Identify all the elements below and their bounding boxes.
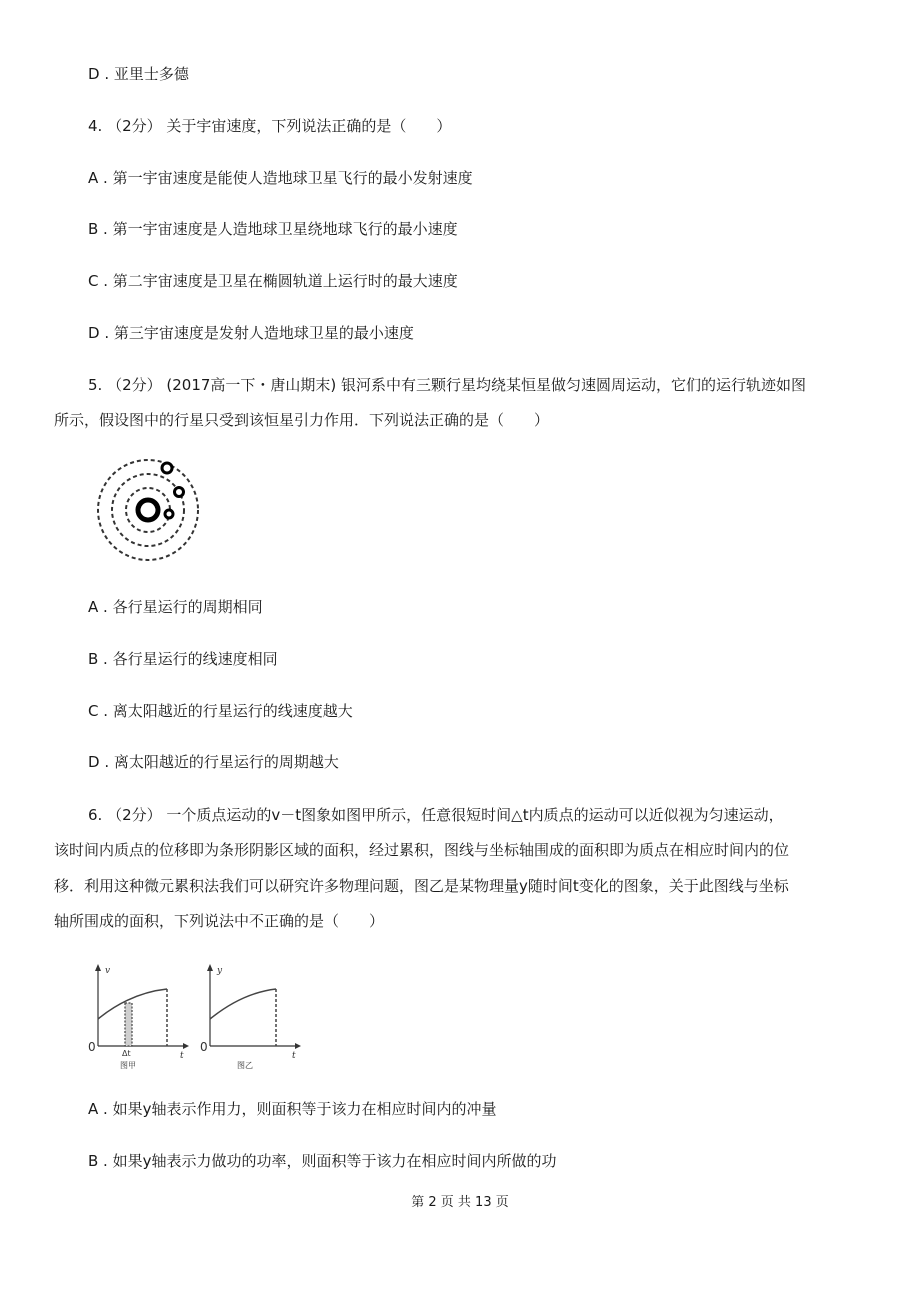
question-4-option-d: D . 第三宇宙速度是发射人造地球卫星的最小速度 [88,324,414,342]
y-time-graph [197,958,307,1070]
origin-label: 0 [200,1040,208,1054]
shaded-strip [125,1003,132,1046]
question-4-stem: 4. （2分） 关于宇宙速度，下列说法正确的是（ ） [88,117,452,135]
question-4-option-a: A . 第一宇宙速度是能使人造地球卫星飞行的最小发射速度 [88,169,473,187]
delta-t-label: Δt [122,1049,131,1058]
figure-caption-left: 图甲 [120,1061,136,1070]
question-6-stem-line-1: 6. （2分） 一个质点运动的v－t图象如图甲所示，任意很短时间△t内质点的运动可以近似视为匀速运动， [88,806,784,824]
question-4-option-c: C . 第二宇宙速度是卫星在椭圆轨道上运行时的最大速度 [88,272,458,290]
question-6-option-b: B . 如果y轴表示力做功的功率，则面积等于该力在相应时间内所做的功 [88,1152,557,1170]
question-5-option-d: D . 离太阳越近的行星运行的周期越大 [88,753,339,771]
question-3-option-d: D . 亚里士多德 [88,65,189,83]
figure-caption-right: 图乙 [237,1061,253,1070]
origin-label: 0 [88,1040,96,1054]
question-5-option-c: C . 离太阳越近的行星运行的线速度越大 [88,702,353,720]
velocity-time-graph [85,958,195,1070]
planet-middle [175,488,184,497]
planet-outer [162,463,172,473]
question-4-option-b: B . 第一宇宙速度是人造地球卫星绕地球飞行的最小速度 [88,220,458,238]
t-axis-label: t [180,1051,184,1061]
planet-inner [165,510,173,518]
y-axis-label: y [217,966,223,976]
question-5-stem-line-2: 所示，假设图中的行星只受到该恒星引力作用．下列说法正确的是（ ） [54,411,550,429]
orbit-diagram [95,455,210,565]
question-5-option-a: A . 各行星运行的周期相同 [88,598,263,616]
question-5-option-b: B . 各行星运行的线速度相同 [88,650,278,668]
question-5-stem-line-1: 5. （2分） (2017高一下・唐山期末) 银河系中有三颗行星均绕某恒星做匀速圆周运动，它们的运行轨迹如图 [88,376,807,394]
question-6-stem-line-2: 该时间内质点的位移即为条形阴影区域的面积，经过累积，图线与坐标轴围成的面积即为质点在相应时间内的位 [54,841,790,859]
question-6-stem-line-4: 轴所围成的面积，下列说法中不正确的是（ ） [54,912,385,930]
central-star [138,500,158,520]
t-axis-label: t [292,1051,296,1061]
question-6-stem-line-3: 移．利用这种微元累积法我们可以研究许多物理问题，图乙是某物理量y随时间t变化的图象，关于此图线与坐标 [54,877,789,895]
page-footer: 第 2 页 共 13 页 [411,1195,509,1210]
question-6-option-a: A . 如果y轴表示作用力，则面积等于该力在相应时间内的冲量 [88,1100,497,1118]
v-axis-label: v [105,966,111,976]
